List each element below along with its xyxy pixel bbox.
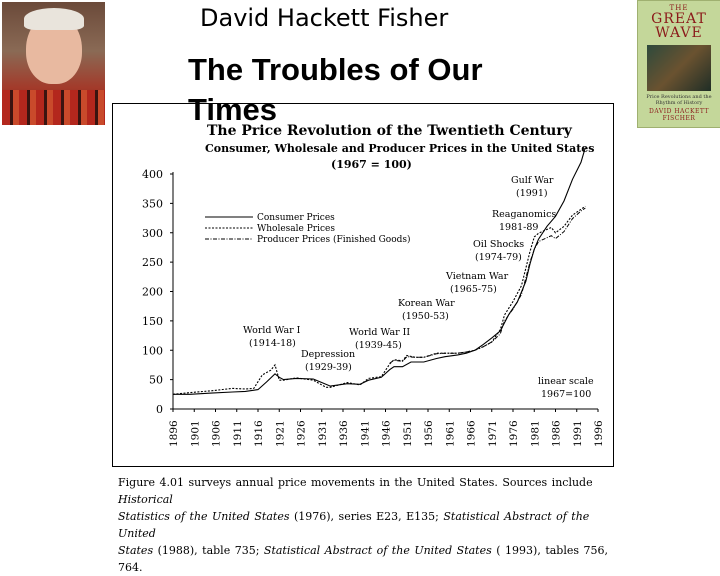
book-cover-author: DAVID HACKETT FISCHER — [649, 108, 709, 122]
author-shirt — [2, 90, 105, 125]
y-tick-label: 300 — [142, 226, 163, 240]
y-tick-label: 400 — [142, 168, 163, 181]
legend-label-1: Consumer Prices — [257, 213, 335, 223]
x-tick-label: 1971 — [486, 420, 499, 447]
annotation-period-8: (1991) — [516, 188, 548, 199]
x-tick-label: 1976 — [508, 420, 520, 447]
annotation-period-1: (1914-18) — [249, 338, 296, 349]
x-tick-label: 1911 — [231, 420, 244, 447]
legend-label-3: Producer Prices (Finished Goods) — [257, 235, 411, 245]
x-tick-label: 1916 — [253, 420, 265, 447]
x-tick-label: 1956 — [423, 420, 435, 447]
x-tick-label: 1951 — [401, 420, 414, 447]
x-tick-label: 1906 — [210, 420, 223, 447]
book-cover-image — [637, 0, 720, 128]
x-tick-label: 1931 — [316, 420, 329, 447]
price-chart — [113, 104, 613, 466]
y-tick-label: 150 — [142, 314, 163, 328]
x-tick-label: 1901 — [189, 420, 202, 447]
y-tick-label: 100 — [142, 344, 163, 358]
chart-base-note: (1967 = 100) — [331, 158, 412, 171]
caption-italic-3: Statistical Abstract of the United — [118, 510, 590, 540]
x-tick-label: 1961 — [444, 420, 457, 447]
caption-text-3: (1988), table 735; — [153, 544, 264, 557]
annotation-period-5: (1965-75) — [450, 284, 497, 295]
chart-legend — [205, 213, 411, 245]
x-tick-label: 1991 — [571, 420, 584, 447]
x-tick-label: 1986 — [550, 420, 563, 447]
chart-subtitle: Consumer, Wholesale and Producer Prices in the United States — [205, 142, 595, 155]
caption-italic-2: Statistics of the United States — [118, 510, 290, 523]
caption-italic-1: Historical — [118, 493, 173, 506]
x-tick-label: 1896 — [168, 420, 180, 447]
chart-figure — [112, 103, 614, 467]
caption-text-1: Figure 4.01 surveys annual price movements in the United States. Sources include — [118, 476, 593, 489]
x-tick-label: 1941 — [359, 420, 372, 447]
legend-label-2: Wholesale Prices — [257, 224, 335, 234]
annotation-label-7: Reaganomics — [492, 209, 557, 220]
book-cover-painting — [647, 45, 711, 91]
book-cover-the: THE — [669, 4, 689, 12]
caption-text-2: (1976), series E23, E135; — [289, 510, 444, 523]
x-tick-label: 1936 — [338, 420, 350, 447]
y-tick-label: 250 — [142, 256, 163, 270]
caption-text-4: ( 1993), tables 756, 764. — [118, 544, 609, 574]
author-hair — [24, 8, 84, 30]
scale-note: linear scale — [538, 376, 594, 387]
annotation-label-1: World War I — [243, 325, 301, 336]
y-tick-label: 50 — [149, 373, 163, 387]
annotation-period-3: (1939-45) — [355, 340, 402, 351]
y-tick-label: 0 — [156, 403, 163, 416]
book-cover-subtitle: Price Revolutions and the Rhythm of History — [646, 94, 712, 106]
x-tick-label: 1946 — [380, 420, 393, 447]
x-tick-label: 1996 — [593, 420, 605, 447]
caption-italic-4: States — [118, 544, 154, 557]
author-photo — [2, 2, 105, 125]
annotation-label-2: Depression — [301, 349, 356, 360]
annotation-period-2: (1929-39) — [305, 362, 352, 373]
annotation-label-3: World War II — [349, 327, 411, 338]
caption-italic-5: Statistical Abstract of the United States — [263, 544, 492, 557]
annotation-label-6: Oil Shocks — [473, 239, 525, 250]
x-tick-label: 1926 — [295, 420, 308, 447]
annotation-period-6: (1974-79) — [475, 252, 522, 263]
author-name: David Hackett Fisher — [200, 4, 449, 32]
scale-base-note: 1967=100 — [541, 389, 592, 400]
annotation-period-4: (1950-53) — [402, 311, 449, 322]
annotation-period-7: 1981-89 — [499, 222, 539, 233]
y-tick-label: 350 — [142, 197, 163, 211]
figure-caption — [118, 474, 618, 576]
annotation-label-8: Gulf War — [511, 175, 554, 186]
slide-title: The Troubles of Our Times — [188, 52, 483, 127]
x-tick-label: 1921 — [274, 420, 287, 447]
y-tick-label: 200 — [142, 285, 163, 299]
book-cover-title: GREAT WAVE — [651, 11, 707, 41]
annotation-label-4: Korean War — [398, 298, 455, 309]
chart-title: The Price Revolution of the Twentieth Century — [207, 123, 572, 139]
annotation-label-5: Vietnam War — [446, 271, 509, 282]
x-tick-label: 1981 — [529, 420, 542, 447]
chart-annotations — [243, 175, 556, 373]
x-tick-label: 1966 — [465, 420, 478, 447]
